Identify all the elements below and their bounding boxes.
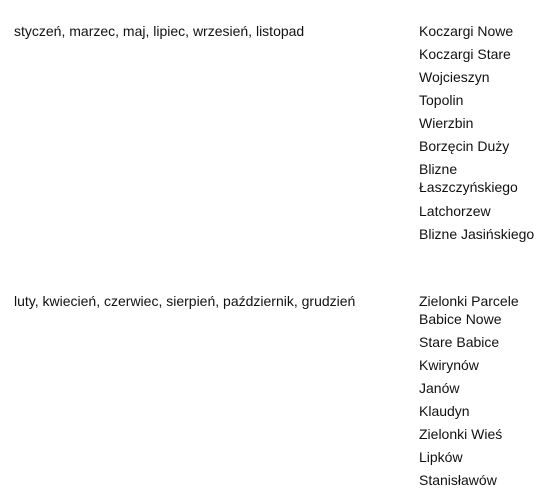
village-item: Babice Nowe: [419, 311, 502, 327]
village-item: Latchorzew: [419, 203, 491, 219]
village-item: Wojcieszyn: [419, 69, 490, 85]
months-list: styczeń, marzec, maj, lipiec, wrzesień, listopad: [14, 23, 305, 39]
village-item: Koczargi Nowe: [419, 23, 514, 39]
village-item: Zielonki Wieś: [419, 426, 503, 442]
villages-list: [419, 22, 553, 248]
village-item: Topolin: [419, 92, 464, 108]
village-item: Stare Babice: [419, 334, 500, 350]
village-item: Blizne Łaszczyńskiego: [419, 161, 518, 195]
village-item: Borzęcin Duży: [419, 138, 510, 154]
village-item: Koczargi Stare: [419, 46, 511, 62]
village-item: Kwirynów: [419, 357, 479, 373]
village-item: Klaudyn: [419, 403, 470, 419]
village-item: Stanisławów: [419, 472, 497, 488]
village-item: Wierzbin: [419, 115, 474, 131]
village-item: Blizne Jasińskiego: [419, 226, 535, 242]
village-item: Janów: [419, 380, 460, 396]
village-item: Zielonki Parcele: [419, 293, 519, 309]
villages-list: [419, 292, 553, 494]
village-item: Lipków: [419, 449, 463, 465]
months-list: luty, kwiecień, czerwiec, sierpień, październik, grudzień: [14, 293, 356, 309]
